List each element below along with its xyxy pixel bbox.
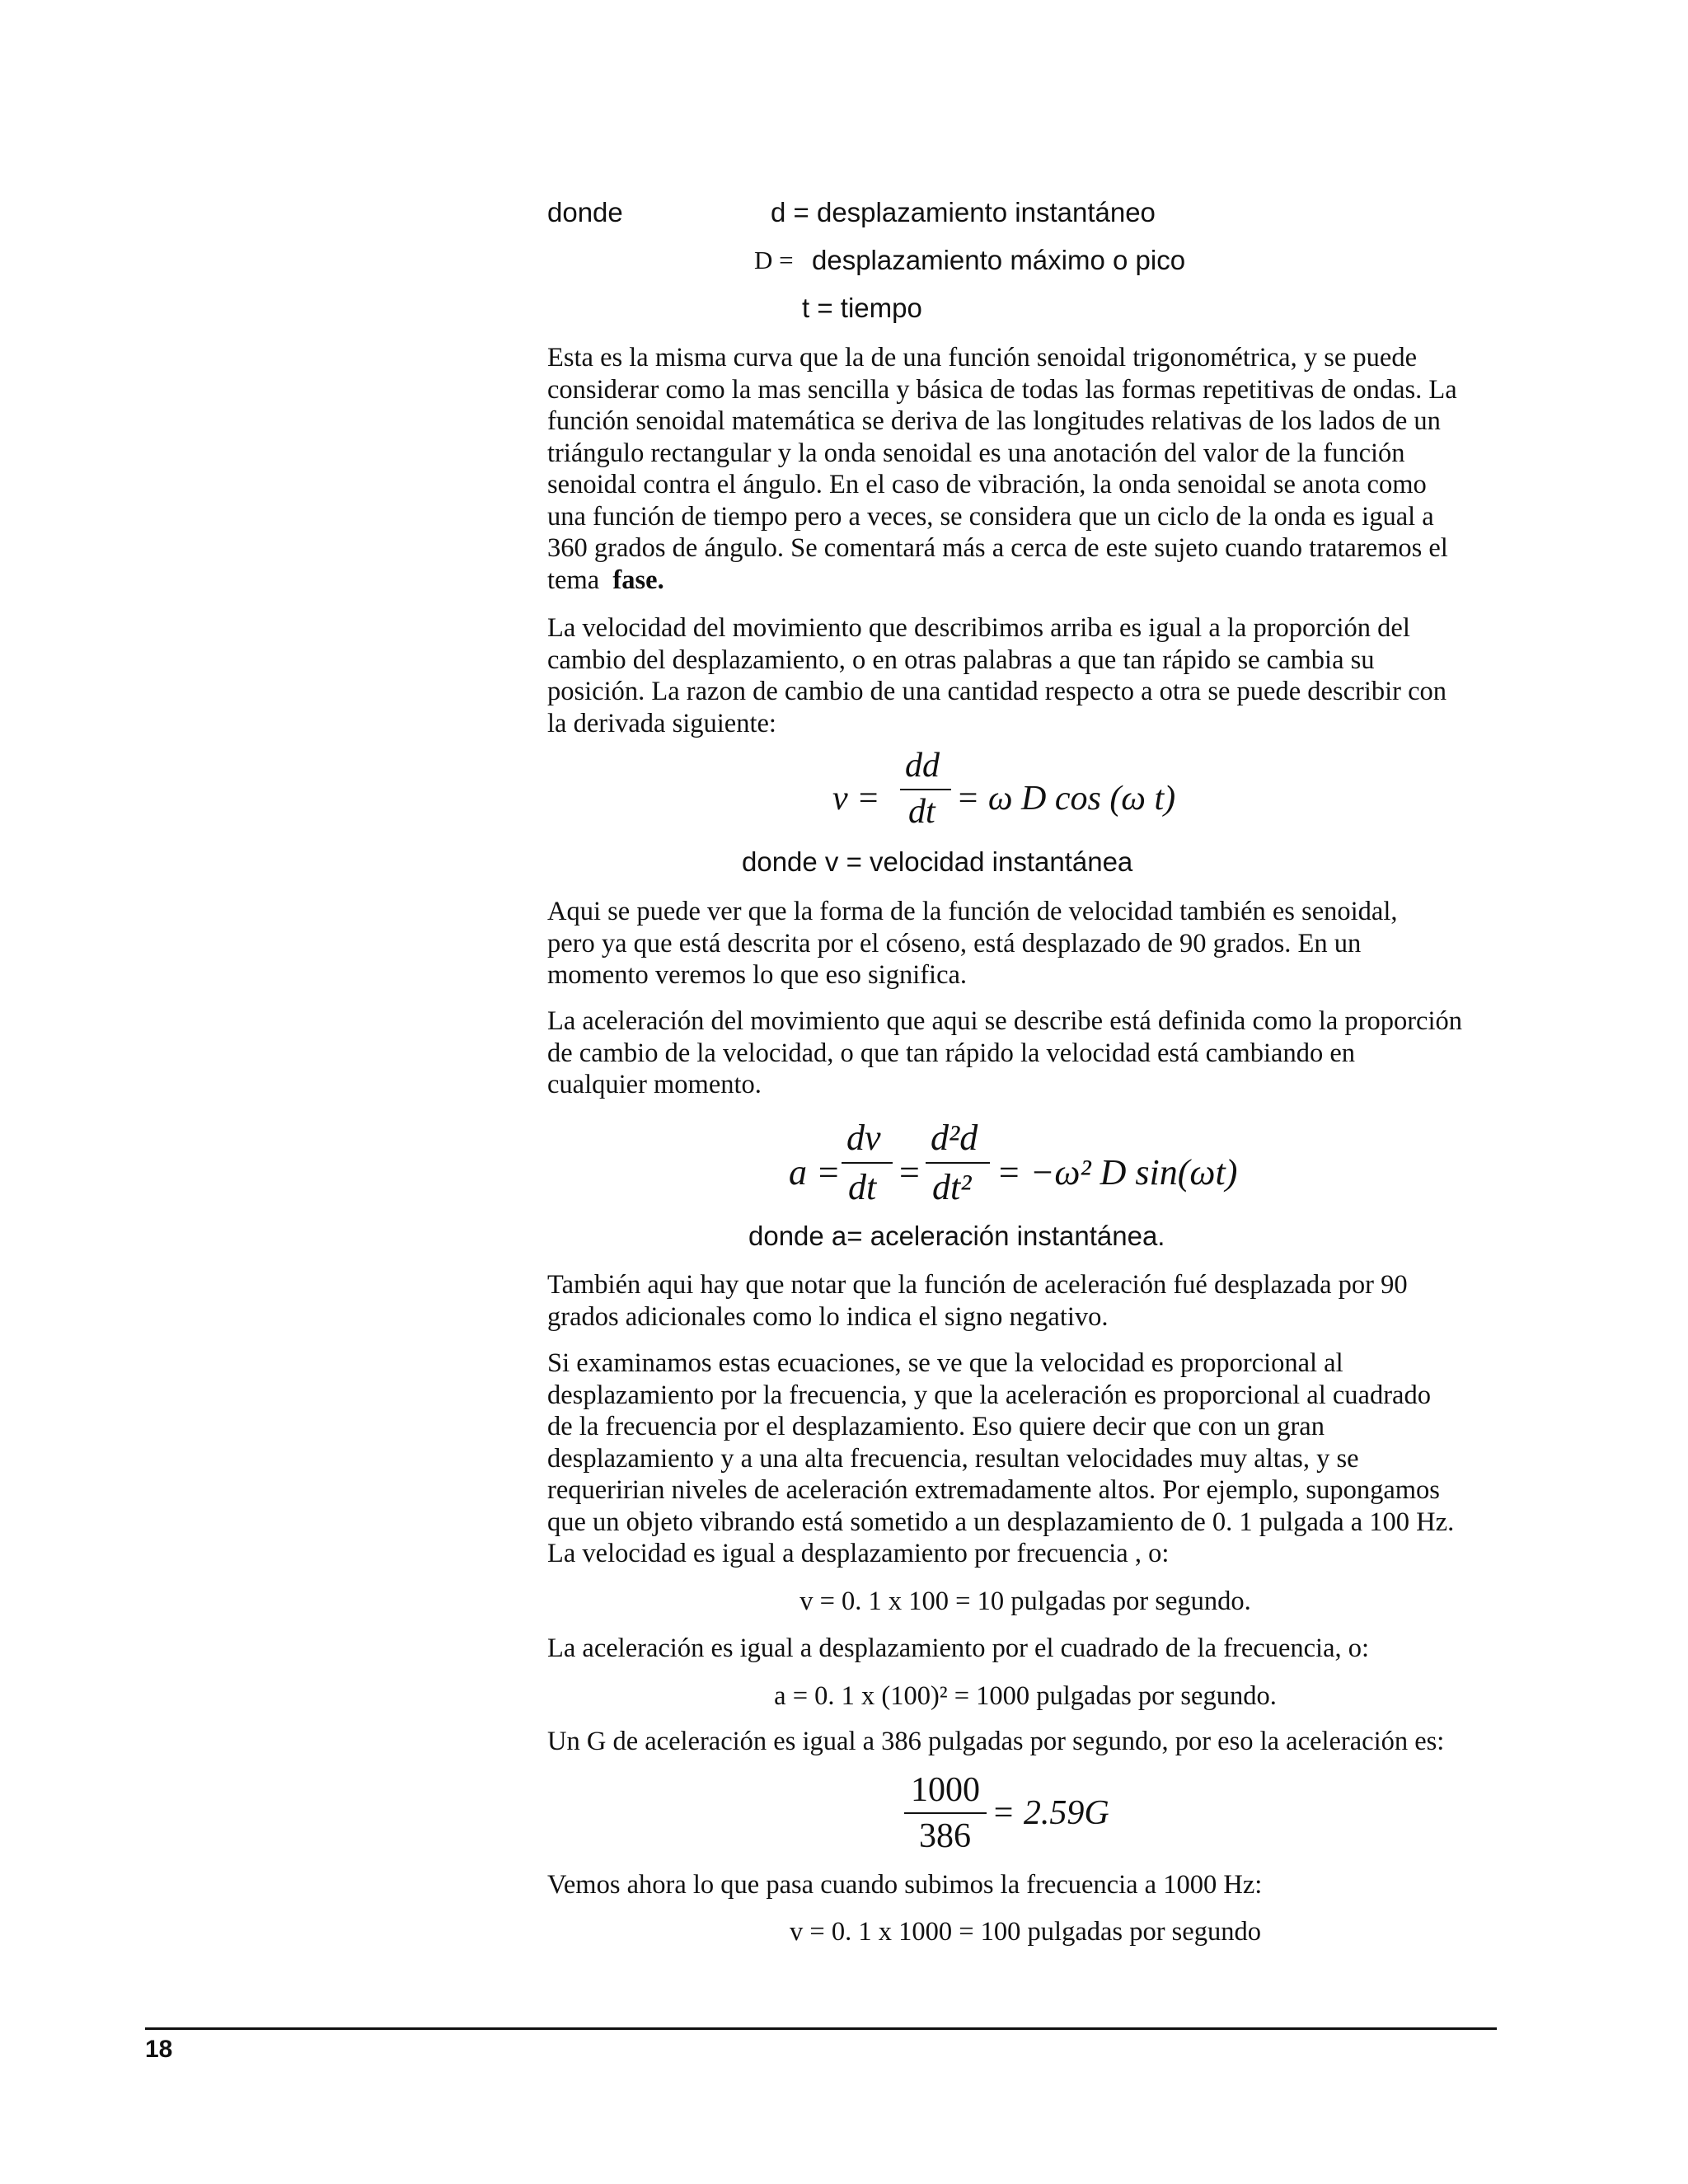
text-line: Vemos ahora lo que pasa cuando subimos la frecuencia a 1000 Hz: [547, 1870, 1263, 1900]
text-line: La aceleración del movimiento que aqui se describe está definida como la proporción [547, 1006, 1462, 1036]
text-line: grados adicionales como lo indica el signo negativo. [547, 1301, 1109, 1332]
acceleration-definition: donde a= aceleración instantánea. [748, 1221, 1165, 1251]
eq-equals: = [899, 1152, 920, 1193]
eq-lhs: a = [789, 1152, 841, 1193]
paragraph-examination [547, 1347, 1503, 1570]
eq-numerator: 1000 [911, 1771, 980, 1809]
eq-denominator-1: dt [848, 1167, 877, 1207]
text-line [547, 565, 1503, 597]
velocity-equation [832, 746, 1212, 837]
calculation-velocity-100hz: v = 0. 1 x 100 = 10 pulgadas por segundo. [799, 1586, 1251, 1616]
text-line: Si examinamos estas ecuaciones, se ve que la velocidad es proporcional al [547, 1348, 1343, 1378]
paragraph-g-definition [547, 1726, 1503, 1758]
text-line: la derivada siguiente: [547, 708, 776, 738]
text-line: Esta es la misma curva que la de una función senoidal trigonométrica, y se puede [547, 343, 1417, 373]
text-line: función senoidal matemática se deriva de las longitudes relativas de los lados de un [547, 406, 1441, 436]
text-line: desplazamiento y a una alta frecuencia, resultan velocidades muy altas, y se [547, 1443, 1359, 1474]
acceleration-equation [789, 1117, 1259, 1216]
text-line: También aqui hay que notar que la función de aceleración fué desplazada por 90 [547, 1270, 1408, 1300]
text-line: de la frecuencia por el desplazamiento. Eso quiere decir que con un gran [547, 1412, 1325, 1441]
paragraph-velocity-intro [547, 612, 1503, 739]
text-line: requeririan niveles de aceleración extremadamente altos. Por ejemplo, supongamos [547, 1475, 1440, 1505]
definition-t: t = tiempo [802, 293, 922, 323]
text-line: posición. La razon de cambio de una cantidad respecto a otra se puede describir con [547, 677, 1447, 706]
eq-denominator: dt [908, 793, 935, 831]
text-line: La aceleración es igual a desplazamiento por el cuadrado de la frecuencia, o: [547, 1633, 1370, 1663]
text-segment: tema [547, 565, 613, 595]
g-force-equation [903, 1770, 1150, 1861]
text-line: cambio del desplazamiento, o en otras palabras a que tan rápido se cambia su [547, 644, 1375, 675]
text-line: momento veremos lo que eso significa. [547, 960, 968, 990]
definition-d: d = desplazamiento instantáneo [771, 197, 1156, 227]
bold-term-fase: fase. [612, 565, 664, 595]
definition-D: desplazamiento máximo o pico [812, 245, 1186, 275]
velocity-definition: donde v = velocidad instantánea [742, 846, 1133, 877]
definition-label: donde [547, 197, 623, 227]
eq-denominator-2: dt² [932, 1167, 972, 1207]
footer-rule [145, 2027, 1497, 2030]
paragraph-1000hz [547, 1869, 1503, 1901]
text-line: considerar como la mas sencilla y básica de todas las formas repetitivas de ondas. La [547, 374, 1457, 405]
eq-rhs: = −ω² D sin(ωt) [996, 1152, 1238, 1193]
text-line: cualquier momento. [547, 1070, 762, 1099]
text-line: pero ya que está descrita por el cóseno, está desplazado de 90 grados. En un [547, 928, 1362, 958]
text-line: Un G de aceleración es igual a 386 pulgadas por segundo, por eso la aceleración es: [547, 1727, 1445, 1756]
eq-numerator: dd [905, 747, 940, 785]
definition-D-symbol: D = [754, 246, 794, 274]
text-line: una función de tiempo pero a veces, se considera que un ciclo de la onda es igual a [547, 501, 1434, 532]
text-line: de cambio de la velocidad, o que tan rápido la velocidad está cambiando en [547, 1038, 1356, 1068]
eq-numerator-2: d²d [931, 1118, 978, 1158]
eq-denominator: 386 [919, 1817, 971, 1855]
paragraph-velocity-sinusoidal [547, 896, 1503, 991]
fraction-bar [842, 1162, 893, 1164]
paragraph-negative-sign [547, 1269, 1503, 1333]
paragraph-acceleration-calc [547, 1633, 1503, 1665]
eq-rhs: = ω D cos (ω t) [956, 780, 1176, 818]
fraction-bar [900, 789, 951, 790]
text-line: 360 grados de ángulo. Se comentará más a cerca de este sujeto cuando trataremos el [547, 533, 1448, 563]
text-line: desplazamiento por la frecuencia, y que la aceleración es proporcional al cuadrado [547, 1380, 1431, 1410]
fraction-bar [926, 1162, 990, 1164]
text-line: La velocidad es igual a desplazamiento por frecuencia , o: [547, 1539, 1170, 1568]
calculation-velocity-1000hz: v = 0. 1 x 1000 = 100 pulgadas por segundo [790, 1917, 1261, 1947]
text-line: que un objeto vibrando está sometido a un desplazamiento de 0. 1 pulgada a 100 Hz. [547, 1507, 1455, 1537]
eq-numerator-1: dv [846, 1118, 881, 1158]
text-line: La velocidad del movimiento que describimos arriba es igual a la proporción del [547, 613, 1410, 643]
text-line: senoidal contra el ángulo. En el caso de vibración, la onda senoidal se anota como [547, 470, 1427, 499]
paragraph-sine-function [547, 342, 1503, 596]
paragraph-acceleration-intro [547, 1005, 1503, 1101]
text-line: Aqui se puede ver que la forma de la función de velocidad también es senoidal, [547, 897, 1398, 926]
text-line: triángulo rectangular y la onda senoidal es una anotación del valor de la función [547, 438, 1405, 468]
calculation-acceleration-100hz: a = 0. 1 x (100)² = 1000 pulgadas por segundo. [774, 1681, 1277, 1711]
eq-lhs: v = [832, 780, 880, 818]
fraction-bar [904, 1812, 987, 1814]
page-number: 18 [145, 2036, 173, 2063]
eq-rhs: = 2.59G [992, 1794, 1109, 1832]
